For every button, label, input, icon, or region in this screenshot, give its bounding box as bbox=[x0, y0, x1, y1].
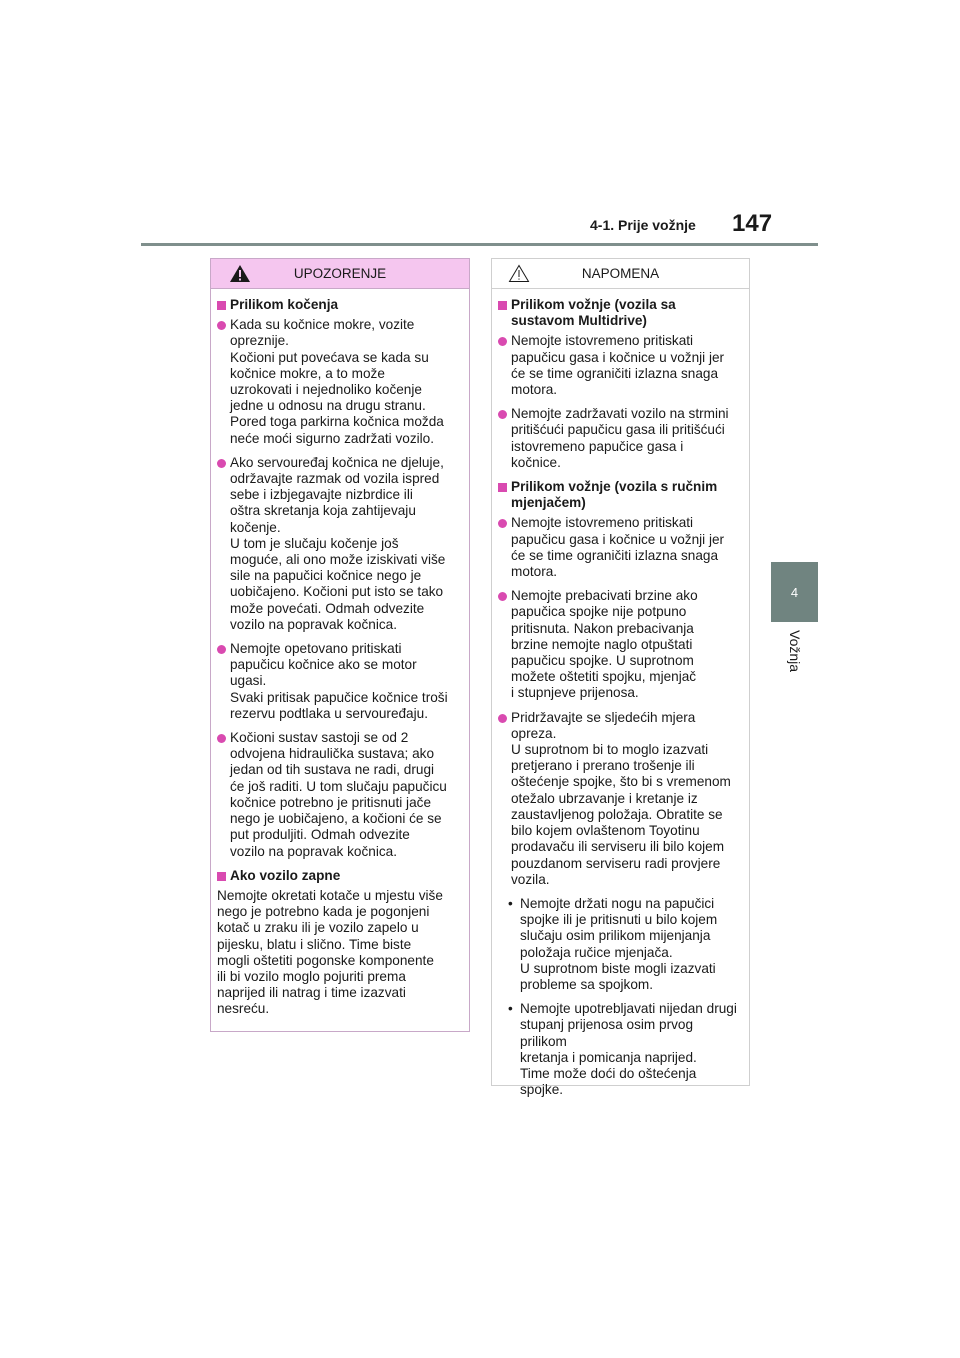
circle-bullet-icon bbox=[498, 337, 507, 346]
warning-box bbox=[210, 258, 470, 1032]
header-rule bbox=[141, 243, 818, 246]
circle-bullet-icon bbox=[217, 321, 226, 330]
chapter-number: 4 bbox=[790, 584, 799, 600]
dot-bullet-icon: • bbox=[508, 1001, 513, 1017]
square-bullet-icon bbox=[498, 301, 507, 310]
list-item: Nemojte zadržavati vozilo na strmini pritišćući papučicu gasa ili pritišćući istovremeno papučice gasa i kočnice. bbox=[498, 406, 743, 471]
chapter-label: Vožnja bbox=[787, 630, 803, 673]
note-box-header bbox=[492, 259, 749, 289]
warning-box-title: UPOZORENJE bbox=[293, 266, 387, 281]
note-box bbox=[491, 258, 750, 1098]
list-item: Nemojte istovremeno pritiskati papučicu gasa i kočnice u vožnji jer će se time ograničiti izlazna snaga motora. bbox=[498, 333, 743, 398]
circle-bullet-icon bbox=[498, 592, 507, 601]
section-title: 4-1. Prije vožnje bbox=[590, 217, 696, 233]
section-heading: Prilikom vožnje (vozila s ručnim mjenjačem) bbox=[498, 479, 743, 511]
square-bullet-icon bbox=[217, 301, 226, 310]
section-heading: Prilikom kočenja bbox=[217, 297, 463, 313]
sub-list-item: • Nemojte držati nogu na papučici spojke ili je pritisnuti u bilo kojem slučaju osim prilikom mijenjanja položaja ručice mjenjača. U suprotnom biste mogli izazvati probleme sa spojkom. bbox=[508, 895, 718, 992]
section-heading: Prilikom vožnje (vozila sa sustavom Multidrive) bbox=[498, 297, 743, 329]
circle-bullet-icon bbox=[498, 714, 507, 723]
square-bullet-icon bbox=[217, 872, 226, 881]
chapter-tab bbox=[771, 562, 818, 622]
circle-bullet-icon bbox=[217, 459, 226, 468]
sub-list-item: • Nemojte upotrebljavati nijedan drugi stupanj prijenosa osim prvog prilikom kretanja i pomicanja naprijed. Time može doći do oštećenja spojke. bbox=[508, 1001, 737, 1098]
list-item: Kada su kočnice mokre, vozite opreznije. Kočioni put povećava se kada su kočnice mokre, a to može uzrokovati i nejednoliko kočenje jedne u odnosu na drugu stranu. Pored toga parkirna kočnica možda neće moći sigurno zadržati vozilo. bbox=[217, 317, 463, 447]
list-item: Kočioni sustav sastoji se od 2 odvojena hidraulička sustava; ako jedan od tih sustava ne radi, drugi će još raditi. U tom slučaju papučicu kočnice potrebno je pritisnuti jače nego je uobičajeno, a kočioni će se put produljiti. Odmah odvezite vozilo na popravak kočnica. bbox=[217, 730, 463, 860]
circle-bullet-icon bbox=[498, 410, 507, 419]
paragraph: Nemojte okretati kotače u mjestu više nego je potrebno kada je pogonjeni kotač u zraku ili je vozilo zapelo u pijesku, blatu i slično. Time biste mogli oštetiti pogonske komponente ili bi vozilo moglo pojuriti prema naprijed ili natrag i time izazvati nesreću. bbox=[217, 887, 443, 1017]
circle-bullet-icon bbox=[217, 645, 226, 654]
list-item: Nemojte prebacivati brzine ako papučica spojke nije potpuno pritisnuta. Nakon prebacivanja brzine nemojte naglo otpuštati papučicu spojke. U suprotnom možete oštetiti spojku, mjenjač i stupnjeve prijenosa. bbox=[498, 588, 743, 701]
warning-box-body bbox=[211, 289, 469, 1018]
circle-bullet-icon bbox=[217, 734, 226, 743]
dot-bullet-icon: • bbox=[508, 895, 513, 911]
caution-triangle-outline-icon bbox=[508, 264, 530, 283]
list-item: Nemojte opetovano pritiskati papučicu kočnice ako se motor ugasi. Svaki pritisak papučice kočnice troši rezervu podtlaka u servouređaju. bbox=[217, 641, 463, 722]
square-bullet-icon bbox=[498, 483, 507, 492]
warning-triangle-icon bbox=[229, 264, 251, 283]
list-item: Ako servouređaj kočnica ne djeluje, održavajte razmak od vozila ispred sebe i izbjegavajte nizbrdice ili oštra skretanja koja zahtijevaju kočenje. U tom je slučaju kočenje još moguće, ali ono može iziskivati više sile na papučici kočnice nego je uobičajeno. Kočioni put isto se tako može povećati. Odmah odvezite vozilo na popravak kočnica. bbox=[217, 455, 463, 633]
page-number: 147 bbox=[732, 210, 773, 237]
note-box-body bbox=[492, 289, 749, 1098]
list-item: Pridržavajte se sljedećih mjera opreza. U suprotnom bi to moglo izazvati pretjerano i prerano trošenje ili oštećenje spojke, što bi s vremenom otežalo ubrzavanje i kretanje iz zaustavljenog položaja. Obratite se bilo kojem ovlaštenom Toyotinu prodavaču ili serviseru ili bilo kojem pouzdanom serviseru radi provjere vozila. bbox=[498, 710, 743, 888]
list-item: Nemojte istovremeno pritiskati papučicu gasa i kočnice u vožnji jer će se time ograničiti izlazna snaga motora. bbox=[498, 515, 743, 580]
warning-box-header bbox=[211, 259, 469, 289]
note-box-title: NAPOMENA bbox=[581, 266, 660, 281]
circle-bullet-icon bbox=[498, 519, 507, 528]
section-heading: Ako vozilo zapne bbox=[217, 868, 463, 884]
